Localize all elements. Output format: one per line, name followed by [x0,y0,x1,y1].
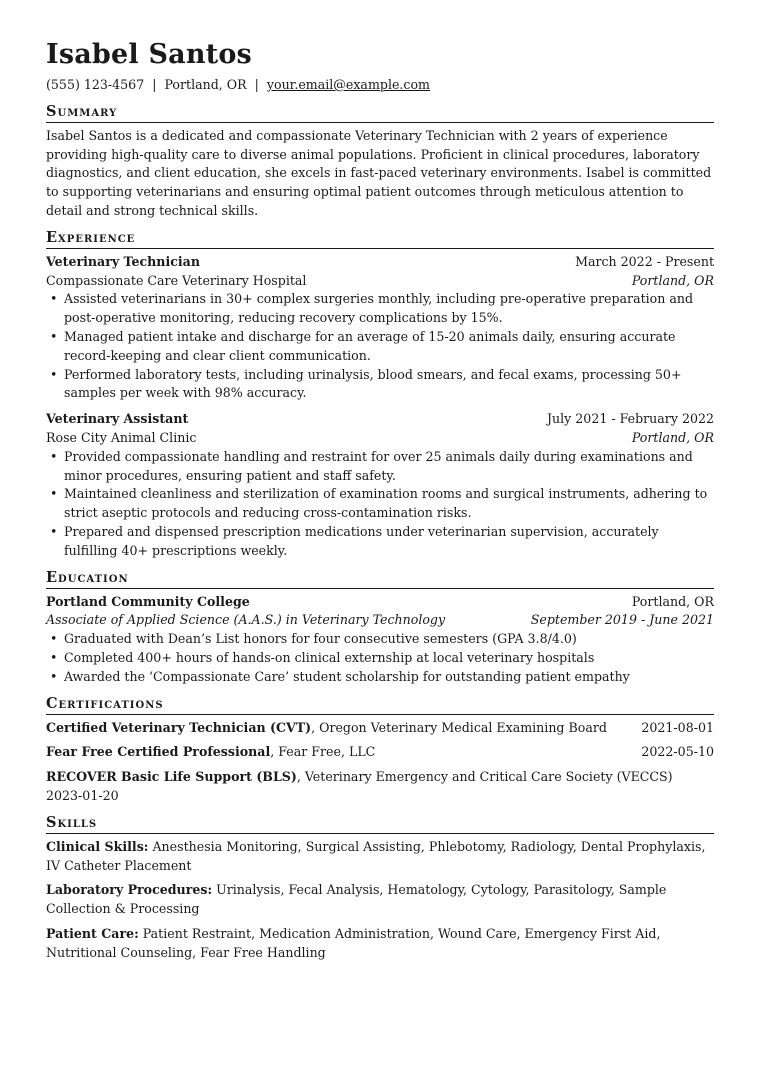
contact-line [46,76,714,95]
section-title-education: Education [46,569,714,589]
skill-text: Anesthesia Monitoring, Surgical Assisting, Phlebotomy, Radiology, Dental Prophylaxis, IV Catheter Placement [46,838,706,873]
job-role: Veterinary Assistant [46,411,189,427]
education-bullets [46,630,714,686]
job-entry [46,253,714,403]
separator: | [254,77,259,92]
skill-label: Laboratory Procedures: [46,882,213,898]
list-item: • Awarded the ‘Compassionate Care’ student scholarship for outstanding patient empathy [46,668,714,687]
certification-date: 2021-08-01 [641,719,714,735]
certification-item [46,768,714,806]
list-item: • Assisted veterinarians in 30+ complex surgeries monthly, including pre-operative preparation and post-operative monitoring, reducing recovery complications by 15%. [46,290,714,328]
certification-issuer: , Veterinary Emergency and Critical Care Society (VECCS) [296,769,673,785]
summary-section [46,103,714,221]
certification-date: 2023-01-20 [46,787,119,803]
section-title-certifications: Certifications [46,695,714,715]
skill-text: Patient Restraint, Medication Administration, Wound Care, Emergency First Aid, Nutritional Counseling, Fear Free Handling [46,925,661,960]
degree: Associate of Applied Science (A.A.S.) in Veterinary Technology [46,612,446,628]
job-dates: July 2021 - February 2022 [546,411,714,427]
job-dates: March 2022 - Present [575,253,714,269]
list-item: • Managed patient intake and discharge for an average of 15-20 animals daily, ensuring accurate record-keeping and clear client communication. [46,328,714,366]
list-item: • Graduated with Dean’s List honors for four consecutive semesters (GPA 3.8/4.0) [46,630,714,649]
job-entry [46,410,714,560]
skill-label: Clinical Skills: [46,838,149,854]
certification-item [46,743,714,762]
job-employer: Compassionate Care Veterinary Hospital [46,272,307,288]
skill-group [46,925,714,963]
school-name: Portland Community College [46,593,250,609]
skill-group [46,881,714,919]
section-title-experience: Experience [46,229,714,249]
certification-name: RECOVER Basic Life Support (BLS) [46,769,297,785]
resume-page [46,38,714,968]
certifications-section [46,695,714,806]
job-location: Portland, OR [631,272,714,288]
summary-text: Isabel Santos is a dedicated and compassionate Veterinary Technician with 2 years of experience providing high-quality care to diverse animal populations. Proficient in clinical procedures, laboratory diagnostics, and client education, she excels in fast-paced veterinary environments. Isabel is committed to supporting veterinarians and ensuring optimal patient outcomes through meticulous attention to detail and strong technical skills. [46,127,712,218]
job-location: Portland, OR [631,429,714,445]
separator: | [152,77,157,92]
certification-item [46,719,714,738]
list-item: • Maintained cleanliness and sterilization of examination rooms and surgical instruments, adhering to strict aseptic protocols and reducing cross-contamination risks. [46,485,714,523]
section-title-summary: Summary [46,103,714,123]
experience-section [46,229,714,561]
certification-name: Certified Veterinary Technician (CVT) [46,719,312,735]
list-item: • Prepared and dispensed prescription medications under veterinarian supervision, accurately fulfilling 40+ prescriptions weekly. [46,523,714,561]
list-item: • Performed laboratory tests, including urinalysis, blood smears, and fecal exams, processing 50+ samples per week with 98% accuracy. [46,366,714,404]
section-title-skills: Skills [46,814,714,834]
certification-name: Fear Free Certified Professional [46,744,271,760]
skill-label: Patient Care: [46,925,139,941]
skill-group [46,838,714,876]
job-employer: Rose City Animal Clinic [46,429,197,445]
list-item: • Completed 400+ hours of hands-on clinical externship at local veterinary hospitals [46,649,714,668]
list-item: • Provided compassionate handling and restraint for over 25 animals daily during examinations and minor procedures, ensuring patient and staff safety. [46,448,714,486]
certification-issuer: , Fear Free, LLC [270,744,376,760]
location: Portland, OR [164,77,247,92]
job-bullets [46,448,714,561]
skill-text: Urinalysis, Fecal Analysis, Hematology, Cytology, Parasitology, Sample Collection & Processing [46,882,667,917]
job-bullets [46,290,714,403]
candidate-name: Isabel Santos [46,39,252,70]
education-dates: September 2019 - June 2021 [530,612,714,628]
school-location: Portland, OR [631,593,714,609]
skills-section [46,814,714,963]
email-link[interactable]: your.email@example.com [266,77,431,92]
education-section [46,569,714,687]
certification-issuer: , Oregon Veterinary Medical Examining Board [311,719,607,735]
certification-date: 2022-05-10 [641,744,714,760]
job-role: Veterinary Technician [46,253,201,269]
phone-number: (555) 123-4567 [46,77,145,92]
